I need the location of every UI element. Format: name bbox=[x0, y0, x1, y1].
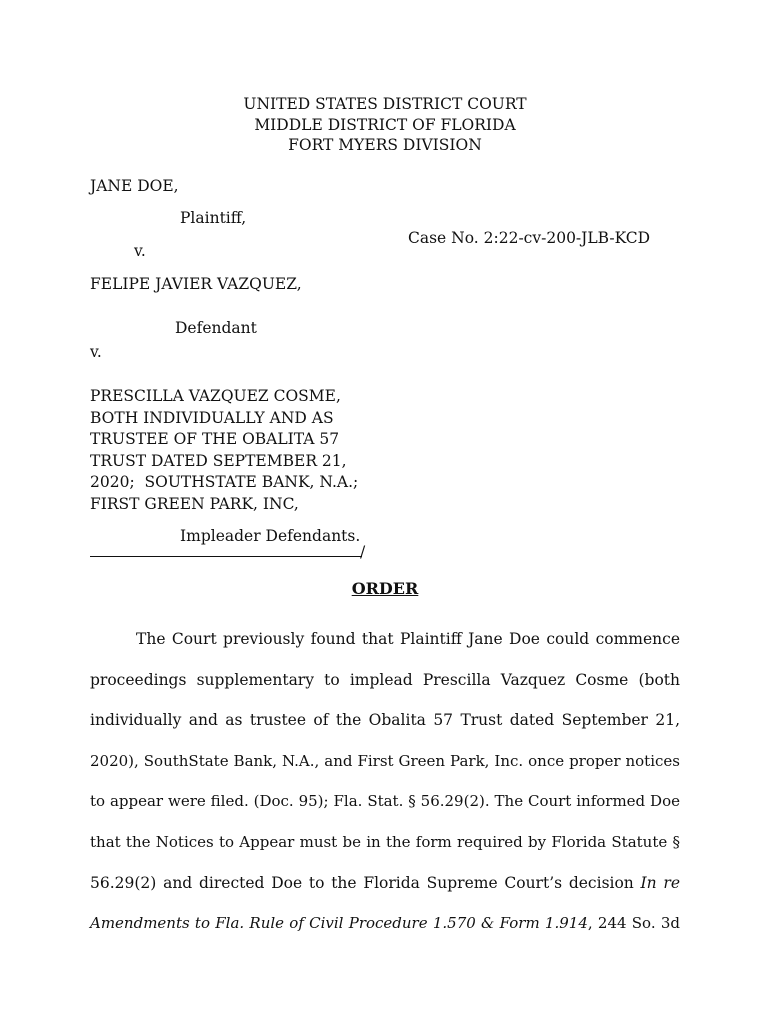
impleader-line: TRUSTEE OF THE OBALITA 57 bbox=[90, 430, 340, 448]
case-number: Case No. 2:22-cv-200-JLB-KCD bbox=[408, 229, 651, 247]
caption-slash: / bbox=[360, 543, 366, 561]
body-text-segment: 56.29(2) and directed Doe to the Florida Supreme Court’s decision bbox=[90, 873, 641, 892]
defendant-role: Defendant bbox=[175, 319, 257, 337]
body-line: proceedings supplementary to implead Prescilla Vazquez Cosme (both bbox=[90, 670, 680, 689]
caption-rule bbox=[90, 556, 362, 557]
body-line: 2020), SouthState Bank, N.A., and First Green Park, Inc. once proper notices bbox=[90, 751, 680, 770]
case-citation-italic: In re bbox=[640, 873, 680, 892]
body-line: individually and as trustee of the Obalita 57 Trust dated September 21, bbox=[90, 711, 680, 730]
impleader-role: Impleader Defendants. bbox=[180, 527, 361, 545]
order-body bbox=[90, 619, 680, 944]
impleader-defendants-block bbox=[90, 386, 358, 515]
body-line: The Court previously found that Plaintiff Jane Doe could commence bbox=[136, 630, 680, 648]
court-header bbox=[0, 94, 770, 156]
impleader-line: FIRST GREEN PARK, INC, bbox=[90, 494, 299, 513]
impleader-line: 2020; SOUTHSTATE BANK, N.A.; bbox=[90, 473, 359, 491]
case-citation-italic: Amendments to Fla. Rule of Civil Procedure 1.570 & Form 1.914 bbox=[90, 914, 588, 933]
versus-label: v. bbox=[134, 242, 146, 260]
impleader-line: TRUST DATED SEPTEMBER 21, bbox=[90, 451, 347, 470]
court-division: FORT MYERS DIVISION bbox=[288, 136, 482, 154]
plaintiff-role: Plaintiff, bbox=[180, 209, 247, 227]
body-line: to appear were filed. (Doc. 95); Fla. Stat. § 56.29(2). The Court informed Doe bbox=[90, 792, 680, 811]
court-name: UNITED STATES DISTRICT COURT bbox=[243, 95, 527, 113]
impleader-line: PRESCILLA VAZQUEZ COSME, bbox=[90, 387, 341, 405]
impleader-line: BOTH INDIVIDUALLY AND AS bbox=[90, 408, 334, 427]
body-text-segment: , 244 So. 3d bbox=[587, 914, 680, 933]
body-line: that the Notices to Appear must be in the form required by Florida Statute § bbox=[90, 832, 680, 851]
plaintiff-name: JANE DOE, bbox=[90, 177, 179, 195]
order-heading: ORDER bbox=[351, 579, 419, 598]
defendant-name: FELIPE JAVIER VAZQUEZ, bbox=[90, 275, 302, 293]
body-line bbox=[90, 863, 680, 904]
court-district: MIDDLE DISTRICT OF FLORIDA bbox=[254, 115, 516, 134]
body-line bbox=[90, 903, 680, 944]
versus-label-2: v. bbox=[90, 343, 102, 361]
